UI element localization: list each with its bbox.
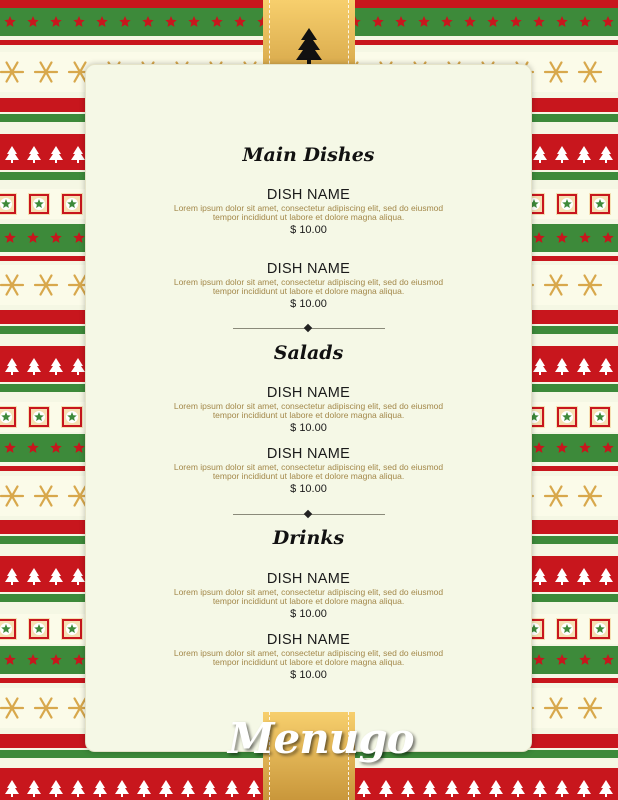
- dish-description: tempor incididunt ut labore et dolore magna aliqua.: [212, 595, 405, 606]
- dish-item: [85, 261, 532, 311]
- dish-description: Lorem ipsum dolor sit amet, consectetur adipiscing elit, sed do eiusmod: [173, 203, 444, 213]
- dish-name: DISH NAME: [266, 571, 351, 587]
- dish-description: tempor incididunt ut labore et dolore magna aliqua.: [212, 285, 405, 296]
- dish-description: Lorem ipsum dolor sit amet, consectetur adipiscing elit, sed do eiusmod: [173, 401, 444, 411]
- dish-price: $ 10.00: [290, 224, 327, 236]
- tree-icon: [296, 28, 322, 68]
- dish-item: [85, 446, 532, 496]
- dish-description: tempor incididunt ut labore et dolore magna aliqua.: [212, 470, 405, 481]
- section-title-main-dishes: Main Dishes: [242, 144, 375, 166]
- section-title-salads: Salads: [273, 342, 344, 364]
- dish-description: Lorem ipsum dolor sit amet, consectetur adipiscing elit, sed do eiusmod: [173, 587, 444, 597]
- dish-price: $ 10.00: [290, 608, 327, 620]
- dish-name: DISH NAME: [266, 261, 351, 277]
- dish-description: Lorem ipsum dolor sit amet, consectetur adipiscing elit, sed do eiusmod: [173, 462, 444, 472]
- brand-logo: Menugo: [228, 714, 414, 763]
- dish-price: $ 10.00: [290, 669, 327, 681]
- section-divider: [233, 514, 385, 515]
- dish-description: Lorem ipsum dolor sit amet, consectetur adipiscing elit, sed do eiusmod: [173, 648, 444, 658]
- section-title-drinks: Drinks: [272, 527, 345, 549]
- dish-item: [85, 187, 532, 237]
- dish-price: $ 10.00: [290, 483, 327, 495]
- dish-name: DISH NAME: [266, 187, 351, 203]
- dish-description: tempor incididunt ut labore et dolore magna aliqua.: [212, 409, 405, 420]
- dish-name: DISH NAME: [266, 446, 351, 462]
- section-divider: [233, 328, 385, 329]
- dish-description: Lorem ipsum dolor sit amet, consectetur adipiscing elit, sed do eiusmod: [173, 277, 444, 287]
- dish-description: tempor incididunt ut labore et dolore magna aliqua.: [212, 211, 405, 222]
- dish-name: DISH NAME: [266, 385, 351, 401]
- dish-name: DISH NAME: [266, 632, 351, 648]
- dish-item: [85, 571, 532, 621]
- dish-price: $ 10.00: [290, 298, 327, 310]
- dish-item: [85, 385, 532, 435]
- dish-item: [85, 632, 532, 682]
- dish-description: tempor incididunt ut labore et dolore magna aliqua.: [212, 656, 405, 667]
- dish-price: $ 10.00: [290, 422, 327, 434]
